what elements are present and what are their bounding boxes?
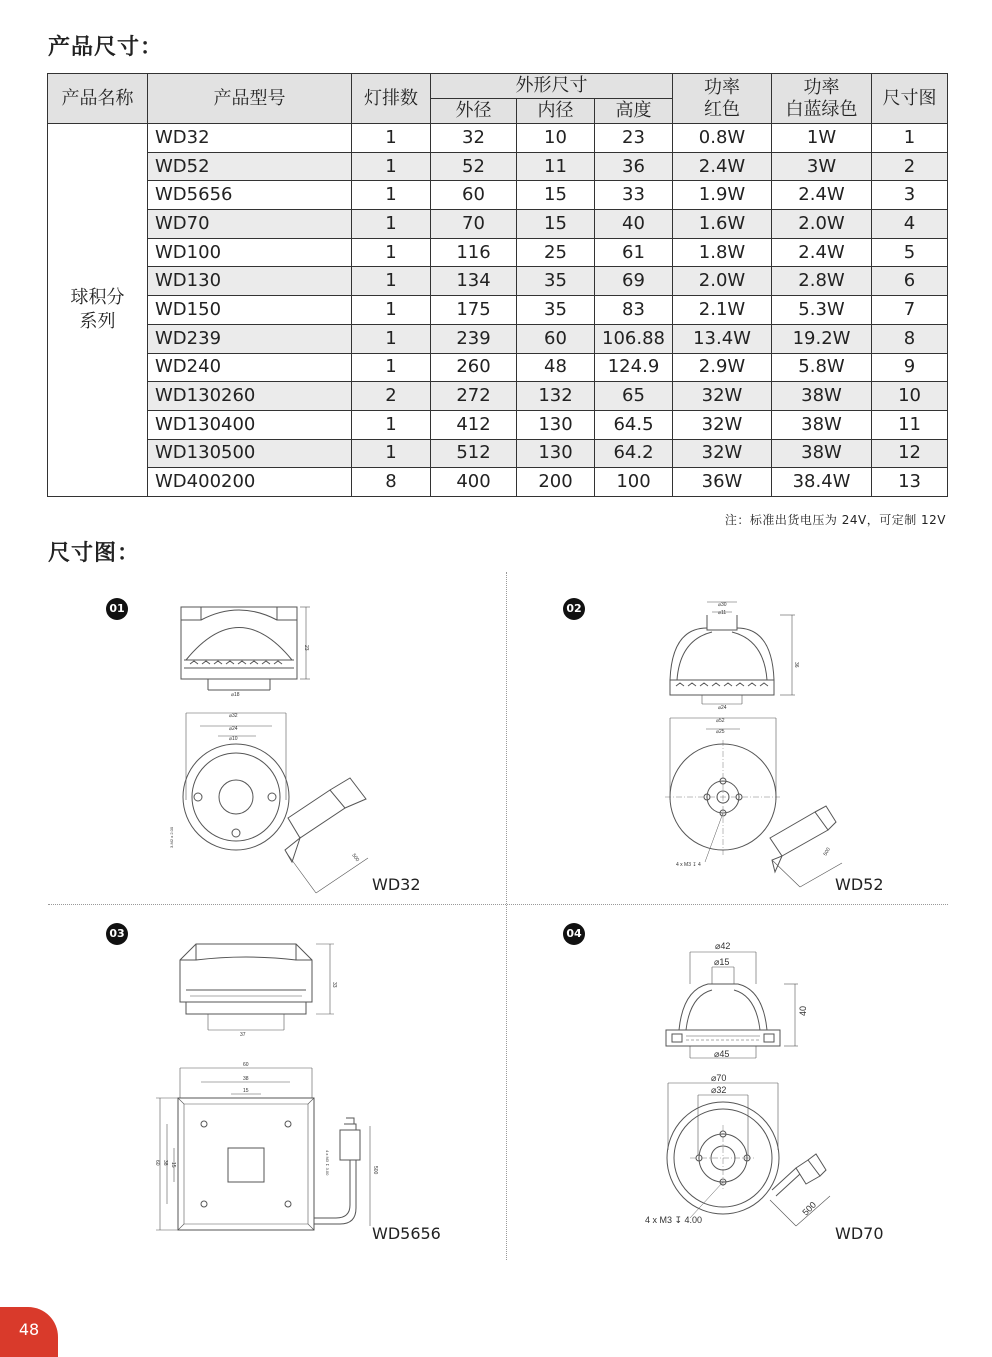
cell-outer: 239 [431,324,517,353]
cell-red: 32W [673,439,772,468]
wd70-dim-bottom-value: 45 [719,1049,730,1059]
wd5656-dim-height: 33 [331,982,337,988]
cell-rows: 1 [352,324,431,353]
cell-inner: 15 [517,210,595,239]
cell-fig: 9 [872,353,948,382]
wd52-dim-cable: 500 [822,846,832,857]
wd32-dim-cable: 500 [350,852,361,863]
cell-wbg: 38W [772,410,872,439]
wd52-dim-pcd: ⌀25 [716,729,725,735]
cell-fig: 3 [872,181,948,210]
cell-wbg: 2.4W [772,238,872,267]
header-power-wbg-line1: 功率 [803,76,840,98]
cell-wbg: 2.8W [772,267,872,296]
cell-wbg: 19.2W [772,324,872,353]
wd70-dim-top-outer: ⌀42 [715,941,731,951]
wd5656-bottom-view [156,1068,370,1230]
wd70-dim-bottom: ⌀45 [714,1049,730,1059]
cell-fig: 13 [872,468,948,497]
cell-outer: 60 [431,181,517,210]
wd70-dim-pcd-value: 32 [716,1085,727,1095]
header-led-rows: 灯排数 [352,74,431,124]
wd70-dim-outer: ⌀70 [711,1073,727,1083]
cell-red: 32W [673,410,772,439]
cell-red: 13.4W [673,324,772,353]
wd52-dim-pcd-value: 25 [719,729,725,735]
wd32-dim-pcd-value: 24 [232,726,238,732]
wd70-dim-top-inner: ⌀15 [714,957,730,967]
header-model: 产品型号 [148,74,352,124]
cell-wbg: 38W [772,382,872,411]
series-name-line1: 球积分 [70,286,125,308]
cell-rows: 1 [352,124,431,153]
cell-outer: 175 [431,296,517,325]
cell-red: 2.9W [673,353,772,382]
wd52-side-view [670,602,795,704]
cell-inner: 35 [517,267,595,296]
cell-red: 2.0W [673,267,772,296]
cell-inner: 35 [517,296,595,325]
cell-model: WD400200 [148,468,352,497]
cell-model: WD150 [148,296,352,325]
wd70-dim-height: 40 [798,1005,808,1016]
wd5656-dim-hole: 15 [243,1088,249,1094]
wd32-dim-outer: ⌀32 [229,713,238,719]
cell-red: 36W [673,468,772,497]
wd52-dim-outer: ⌀52 [716,718,725,724]
cell-inner: 132 [517,382,595,411]
cell-rows: 1 [352,296,431,325]
cell-inner: 10 [517,124,595,153]
wd32-dim-bottom-value: 18 [234,692,240,698]
header-inner-dia: 内径 [517,99,595,124]
cell-rows: 1 [352,353,431,382]
header-outer-dia: 外径 [431,99,517,124]
cell-height: 65 [595,382,673,411]
figure-badge-03: 03 [106,923,128,945]
cell-height: 106.88 [595,324,673,353]
wd52-dim-bottom: ⌀24 [718,705,727,711]
wd70-dim-screw: 4 x M3 ↧ 4.00 [645,1215,703,1225]
cell-inner: 11 [517,152,595,181]
wd32-dim-hole: ⌀10 [229,736,238,742]
cell-wbg: 38.4W [772,468,872,497]
cell-inner: 200 [517,468,595,497]
cell-model: WD130 [148,267,352,296]
wd70-dim-top-inner-value: 15 [719,957,730,967]
cell-inner: 48 [517,353,595,382]
voltage-note: 注：标准出货电压为 24V，可定制 12V [724,513,946,527]
cell-outer: 512 [431,439,517,468]
section-title-drawings: 尺寸图： [48,541,141,566]
wd32-dim-bottom: ⌀18 [231,692,240,698]
figure-badge-02: 02 [563,598,585,620]
cell-red: 0.8W [673,124,772,153]
cell-wbg: 5.3W [772,296,872,325]
figure-label-wd5656: WD5656 [372,1224,441,1243]
figure-label-wd32: WD32 [372,875,421,894]
cell-height: 100 [595,468,673,497]
cell-rows: 1 [352,439,431,468]
cell-wbg: 5.8W [772,353,872,382]
cell-height: 36 [595,152,673,181]
cell-rows: 1 [352,238,431,267]
wd32-dim-screw: 3-M2 x 2.00 [169,826,174,848]
cell-fig: 2 [872,152,948,181]
cell-red: 1.8W [673,238,772,267]
cell-wbg: 38W [772,439,872,468]
cell-outer: 134 [431,267,517,296]
wd52-dim-top-outer: ⌀30 [718,602,727,608]
header-product-name: 产品名称 [48,74,148,124]
wd5656-dim-screw: 4 x M3 ↧ 3.00 [325,1150,330,1176]
cell-height: 33 [595,181,673,210]
cell-height: 23 [595,124,673,153]
cell-inner: 15 [517,181,595,210]
wd52-dim-outer-value: 52 [719,718,725,724]
wd70-dim-pcd: ⌀32 [711,1085,727,1095]
cell-model: WD240 [148,353,352,382]
cell-rows: 1 [352,267,431,296]
cell-inner: 25 [517,238,595,267]
cell-height: 124.9 [595,353,673,382]
cell-fig: 10 [872,382,948,411]
header-power-red-line2: 红色 [704,98,741,120]
cell-outer: 400 [431,468,517,497]
cell-fig: 12 [872,439,948,468]
wd5656-dim-h2: 38 [162,1160,168,1166]
cell-inner: 130 [517,439,595,468]
series-name-line2: 系列 [79,310,116,332]
wd5656-dim-width: 60 [243,1062,249,1068]
cell-rows: 1 [352,152,431,181]
cell-wbg: 1W [772,124,872,153]
header-height: 高度 [595,99,673,124]
cell-height: 83 [595,296,673,325]
wd32-side-view [181,607,310,690]
wd32-dim-hole-value: 10 [232,736,238,742]
cell-rows: 8 [352,468,431,497]
wd52-dim-bottom-value: 24 [721,705,727,711]
wd32-dim-outer-value: 32 [232,713,238,719]
cell-wbg: 3W [772,152,872,181]
wd70-side-view [666,952,798,1058]
cell-wbg: 2.0W [772,210,872,239]
wd5656-dim-h1: 60 [154,1160,160,1166]
cell-fig: 4 [872,210,948,239]
cell-rows: 1 [352,181,431,210]
cell-rows: 1 [352,210,431,239]
cell-red: 1.9W [673,181,772,210]
header-power-wbg-line2: 白蓝绿色 [785,98,858,120]
wd70-dim-cable: 500 [800,1199,819,1218]
cell-red: 2.4W [673,152,772,181]
page-number: 48 [0,1307,58,1357]
wd32-dim-height: 23 [303,645,309,651]
cell-fig: 8 [872,324,948,353]
cell-model: WD130500 [148,439,352,468]
figure-badge-01: 01 [106,598,128,620]
wd5656-dim-bottom: 37 [240,1032,246,1038]
cell-model: WD100 [148,238,352,267]
cell-fig: 6 [872,267,948,296]
cell-rows: 1 [352,410,431,439]
figure-label-wd70: WD70 [835,1224,884,1243]
cell-height: 64.2 [595,439,673,468]
wd5656-dim-cable: 500 [372,1166,378,1175]
cell-outer: 116 [431,238,517,267]
cell-model: WD130400 [148,410,352,439]
wd70-dim-outer-value: 70 [716,1073,727,1083]
wd52-dim-top-outer-value: 30 [721,602,727,608]
cell-model: WD239 [148,324,352,353]
wd5656-dim-h3: 15 [170,1162,176,1168]
cell-height: 64.5 [595,410,673,439]
wd52-dim-height: 36 [793,662,799,668]
cell-fig: 5 [872,238,948,267]
cell-height: 40 [595,210,673,239]
cell-model: WD130260 [148,382,352,411]
wd32-dim-pcd: ⌀24 [229,726,238,732]
cell-wbg: 2.4W [772,181,872,210]
cell-outer: 52 [431,152,517,181]
wd52-dim-top-inner: ⌀11 [718,610,727,616]
section-title-dimensions: 产品尺寸： [48,35,164,60]
wd32-bottom-view [183,713,368,893]
cell-inner: 130 [517,410,595,439]
header-outline-dims: 外形尺寸 [431,74,673,99]
cell-red: 32W [673,382,772,411]
cell-outer: 32 [431,124,517,153]
cell-outer: 70 [431,210,517,239]
cell-fig: 7 [872,296,948,325]
wd5656-side-view [180,944,334,1030]
cell-model: WD70 [148,210,352,239]
cell-inner: 60 [517,324,595,353]
header-figure: 尺寸图 [872,74,948,124]
cell-outer: 260 [431,353,517,382]
cell-model: WD52 [148,152,352,181]
cell-outer: 272 [431,382,517,411]
cell-model: WD5656 [148,181,352,210]
cell-fig: 11 [872,410,948,439]
wd52-dim-top-inner-value: 11 [721,610,727,616]
figure-badge-04: 04 [563,923,585,945]
cell-red: 1.6W [673,210,772,239]
wd52-dim-screw: 4 x M3 ↧ 4 [676,862,701,868]
wd70-dim-top-outer-value: 42 [720,941,731,951]
cell-rows: 2 [352,382,431,411]
figure-label-wd52: WD52 [835,875,884,894]
cell-outer: 412 [431,410,517,439]
cell-red: 2.1W [673,296,772,325]
cell-height: 61 [595,238,673,267]
cell-height: 69 [595,267,673,296]
wd5656-dim-pcd: 38 [243,1076,249,1082]
cell-model: WD32 [148,124,352,153]
header-power-red-line1: 功率 [704,76,741,98]
cell-fig: 1 [872,124,948,153]
